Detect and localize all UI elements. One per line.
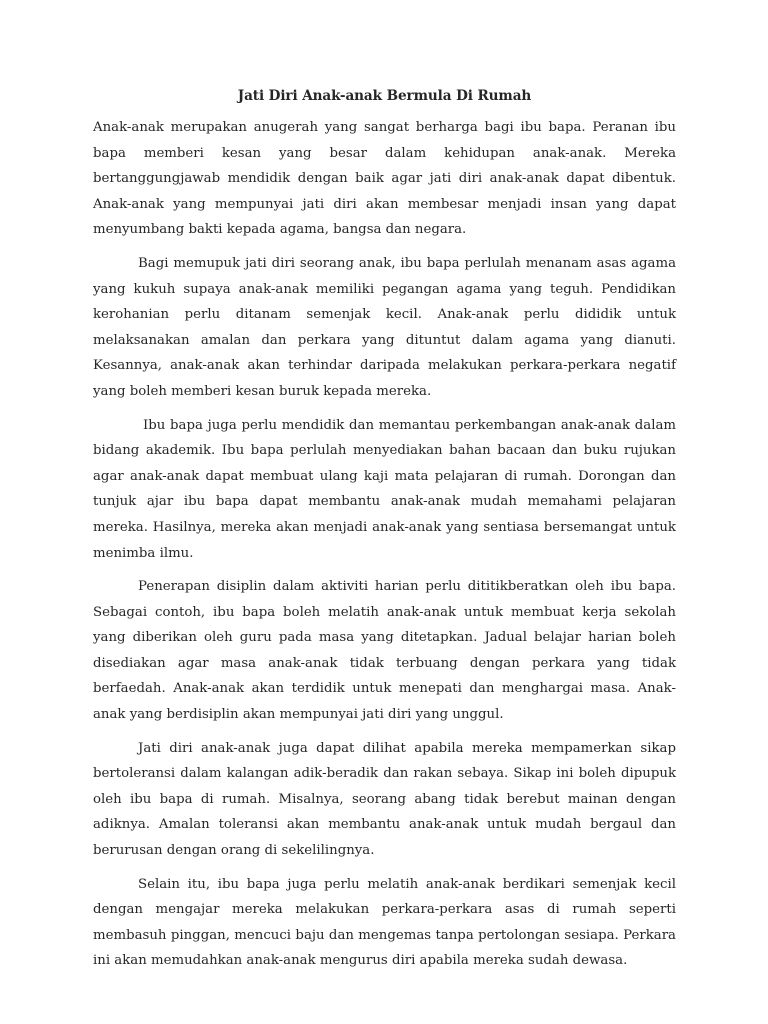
paragraph-5: Jati diri anak-anak juga dapat dilihat apabila mereka mempamerkan sikap bertoleransi dalam kalangan adik-beradik dan rakan sebaya. Sikap ini boleh dipupuk oleh ibu bapa di rumah. Misalnya, seorang abang tidak berebut mainan dengan adiknya. Amalan toleransi akan membantu anak-anak untuk mudah bergaul dan berurusan dengan orang di sekelilingnya. [93, 740, 676, 859]
paragraph-4: Penerapan disiplin dalam aktiviti harian perlu dititikberatkan oleh ibu bapa. Sebagai contoh, ibu bapa boleh melatih anak-anak untuk membuat kerja sekolah yang diberikan oleh guru pada masa yang ditetapkan. Jadual belajar harian boleh disediakan agar masa anak-anak tidak terbuang dengan perkara yang tidak berfaedah. Anak-anak akan terdidik untuk menepati dan menghargai masa. Anak-anak yang berdisiplin akan mempunyai jati diri yang unggul. [93, 579, 676, 723]
paragraph-2: Bagi memupuk jati diri seorang anak, ibu bapa perlulah menanam asas agama yang kukuh supaya anak-anak memiliki pegangan agama yang teguh. Pendidikan kerohanian perlu ditanam semenjak kecil. Anak-anak perlu dididik untuk melaksanakan amalan dan perkara yang dituntut dalam agama yang dianuti. Kesannya, anak-anak akan terhindar daripada melakukan perkara-perkara negatif yang boleh memberi kesan buruk kepada mereka. [93, 255, 676, 399]
paragraph-1: Anak-anak merupakan anugerah yang sangat berharga bagi ibu bapa. Peranan ibu bapa memberi kesan yang besar dalam kehidupan anak-anak. Mereka bertanggungjawab mendidik dengan baik agar jati diri anak-anak dapat dibentuk. Anak-anak yang mempunyai jati diri akan membesar menjadi insan yang dapat menyumbang bakti kepada agama, bangsa dan negara. [93, 120, 676, 238]
document-title: Jati Diri Anak-anak Bermula Di Rumah [237, 88, 532, 104]
paragraph-6: Selain itu, ibu bapa juga perlu melatih anak-anak berdikari semenjak kecil dengan mengajar mereka melakukan perkara-perkara asas di rumah seperti membasuh pinggan, mencuci baju dan mengemas tanpa pertolongan sesiapa. Perkara ini akan memudahkan anak-anak mengurus diri apabila mereka sudah dewasa. [93, 876, 676, 969]
paragraph-3: Ibu bapa juga perlu mendidik dan memantau perkembangan anak-anak dalam bidang akademik. Ibu bapa perlulah menyediakan bahan bacaan dan buku rujukan agar anak-anak dapat membuat ulang kaji mata pelajaran di rumah. Dorongan dan tunjuk ajar ibu bapa dapat membantu anak-anak mudah memahami pelajaran mereka. Hasilnya, mereka akan menjadi anak-anak yang sentiasa bersemangat untuk menimba ilmu. [93, 417, 676, 561]
